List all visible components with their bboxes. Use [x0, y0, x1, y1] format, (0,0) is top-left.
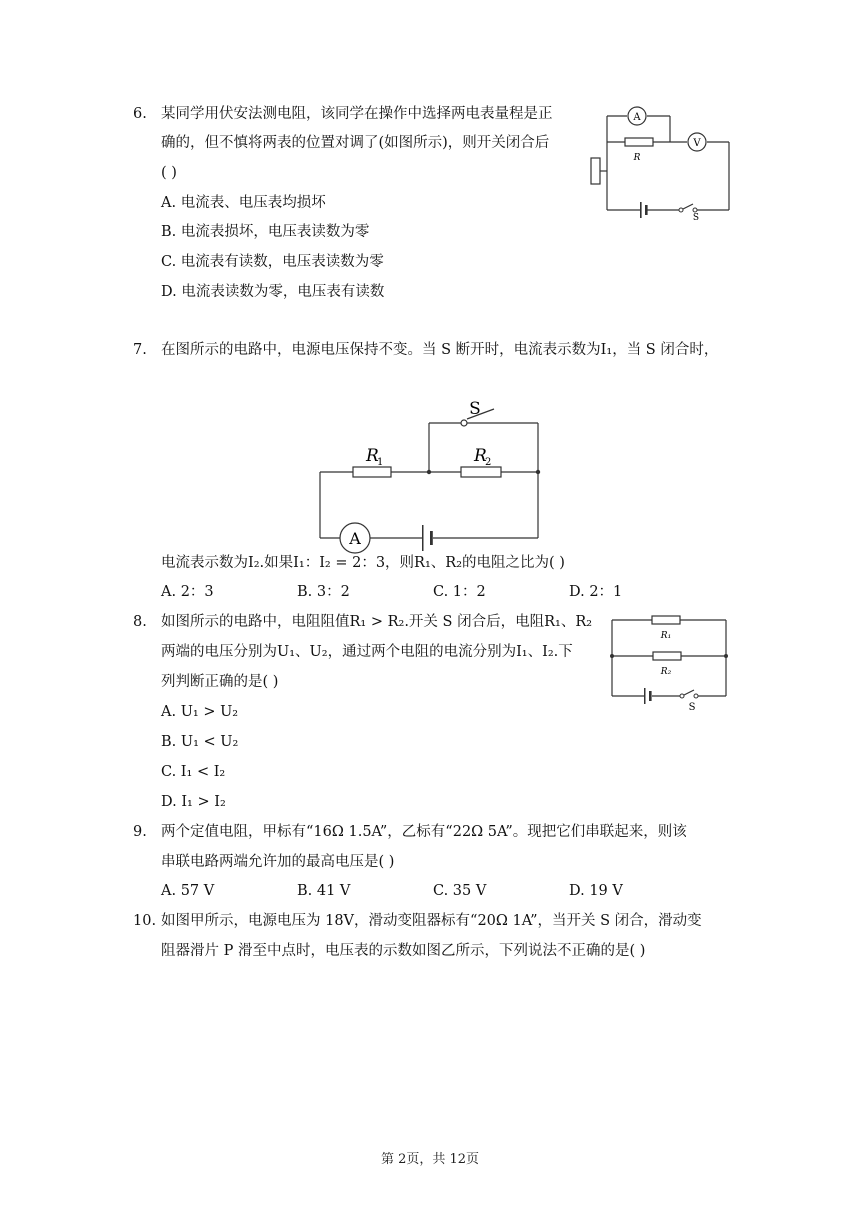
q9-number: 9. — [133, 824, 147, 840]
q7-r2-label: R — [474, 446, 487, 466]
q8-r1-label: R₁ — [660, 631, 672, 641]
q8-number: 8. — [133, 614, 147, 630]
q8-circuit-diagram — [606, 612, 731, 712]
q6-line-1: 某同学用伏安法测电阻，该同学在操作中选择两电表量程是正 — [161, 106, 553, 122]
page-footer: 第 2页，共 12页 — [380, 1152, 480, 1167]
q7-option-b: B. 3：2 — [297, 584, 350, 600]
q6-option-d: D. 电流表读数为零，电压表有读数 — [161, 284, 385, 300]
q8-option-d: D. I₁ > I₂ — [161, 794, 226, 810]
q7-option-a: A. 2：3 — [161, 584, 214, 600]
q8-line-1: 如图所示的电路中，电阻阻值R₁ > R₂.开关 S 闭合后，电阻R₁、R₂ — [161, 614, 593, 630]
q8-switch-label: S — [688, 702, 696, 713]
q8-option-b: B. U₁ < U₂ — [161, 734, 239, 750]
q6-line-2: 确的，但不慎将两表的位置对调了(如图所示)，则开关闭合后 — [161, 135, 550, 151]
q7-switch-label: S — [469, 399, 481, 419]
q7-r2-subscript: 2 — [485, 457, 492, 468]
q9-option-d: D. 19 V — [569, 883, 623, 899]
q9-line-1: 两个定值电阻，甲标有“16Ω 1.5A”，乙标有“22Ω 5A”。现把它们串联起来，则该 — [161, 824, 687, 840]
q8-r2-label: R₂ — [660, 667, 672, 677]
q8-line-3: 列判断正确的是( ) — [161, 674, 279, 690]
q6-ammeter-label: A — [633, 112, 641, 123]
q6-option-b: B. 电流表损坏，电压表读数为零 — [161, 224, 370, 240]
q7-r1-subscript: 1 — [377, 457, 384, 468]
q7-line-1: 在图所示的电路中，电源电压保持不变。当 S 断开时，电流表示数为I₁，当 S 闭合时， — [161, 342, 719, 358]
q10-line-1: 如图甲所示，电源电压为 18V，滑动变阻器标有“20Ω 1A”，当开关 S 闭合，滑动变 — [161, 913, 702, 929]
q9-option-c: C. 35 V — [433, 883, 487, 899]
q10-line-2: 阻器滑片 P 滑至中点时，电压表的示数如图乙所示，下列说法不正确的是( ) — [161, 943, 646, 959]
q6-option-c: C. 电流表有读数，电压表读数为零 — [161, 254, 384, 270]
q7-number: 7. — [133, 342, 147, 358]
q7-r1-label: R — [366, 446, 379, 466]
q6-option-a: A. 电流表、电压表均损坏 — [161, 195, 326, 211]
q7-circuit-diagram — [318, 395, 543, 555]
q8-option-c: C. I₁ < I₂ — [161, 764, 226, 780]
q7-line-2: 电流表示数为I₂.如果I₁：I₂ = 2：3，则R₁、R₂的电阻之比为( ) — [161, 555, 565, 571]
q9-line-2: 串联电路两端允许加的最高电压是( ) — [161, 854, 395, 870]
q7-ammeter-label: A — [349, 529, 361, 548]
q6-voltmeter-label: V — [693, 138, 701, 149]
q6-switch-label: S — [692, 213, 700, 223]
q6-circuit-diagram — [585, 98, 735, 223]
q8-option-a: A. U₁ > U₂ — [161, 704, 239, 720]
q6-resistor-label: R — [633, 153, 641, 163]
q7-option-c: C. 1：2 — [433, 584, 486, 600]
q9-option-a: A. 57 V — [161, 883, 215, 899]
q10-number: 10. — [133, 913, 157, 929]
q6-number: 6. — [133, 106, 147, 122]
q9-option-b: B. 41 V — [297, 883, 351, 899]
q8-line-2: 两端的电压分别为U₁、U₂，通过两个电阻的电流分别为I₁、I₂.下 — [161, 644, 573, 660]
q7-option-d: D. 2：1 — [569, 584, 623, 600]
q6-line-3: ( ) — [161, 165, 177, 181]
